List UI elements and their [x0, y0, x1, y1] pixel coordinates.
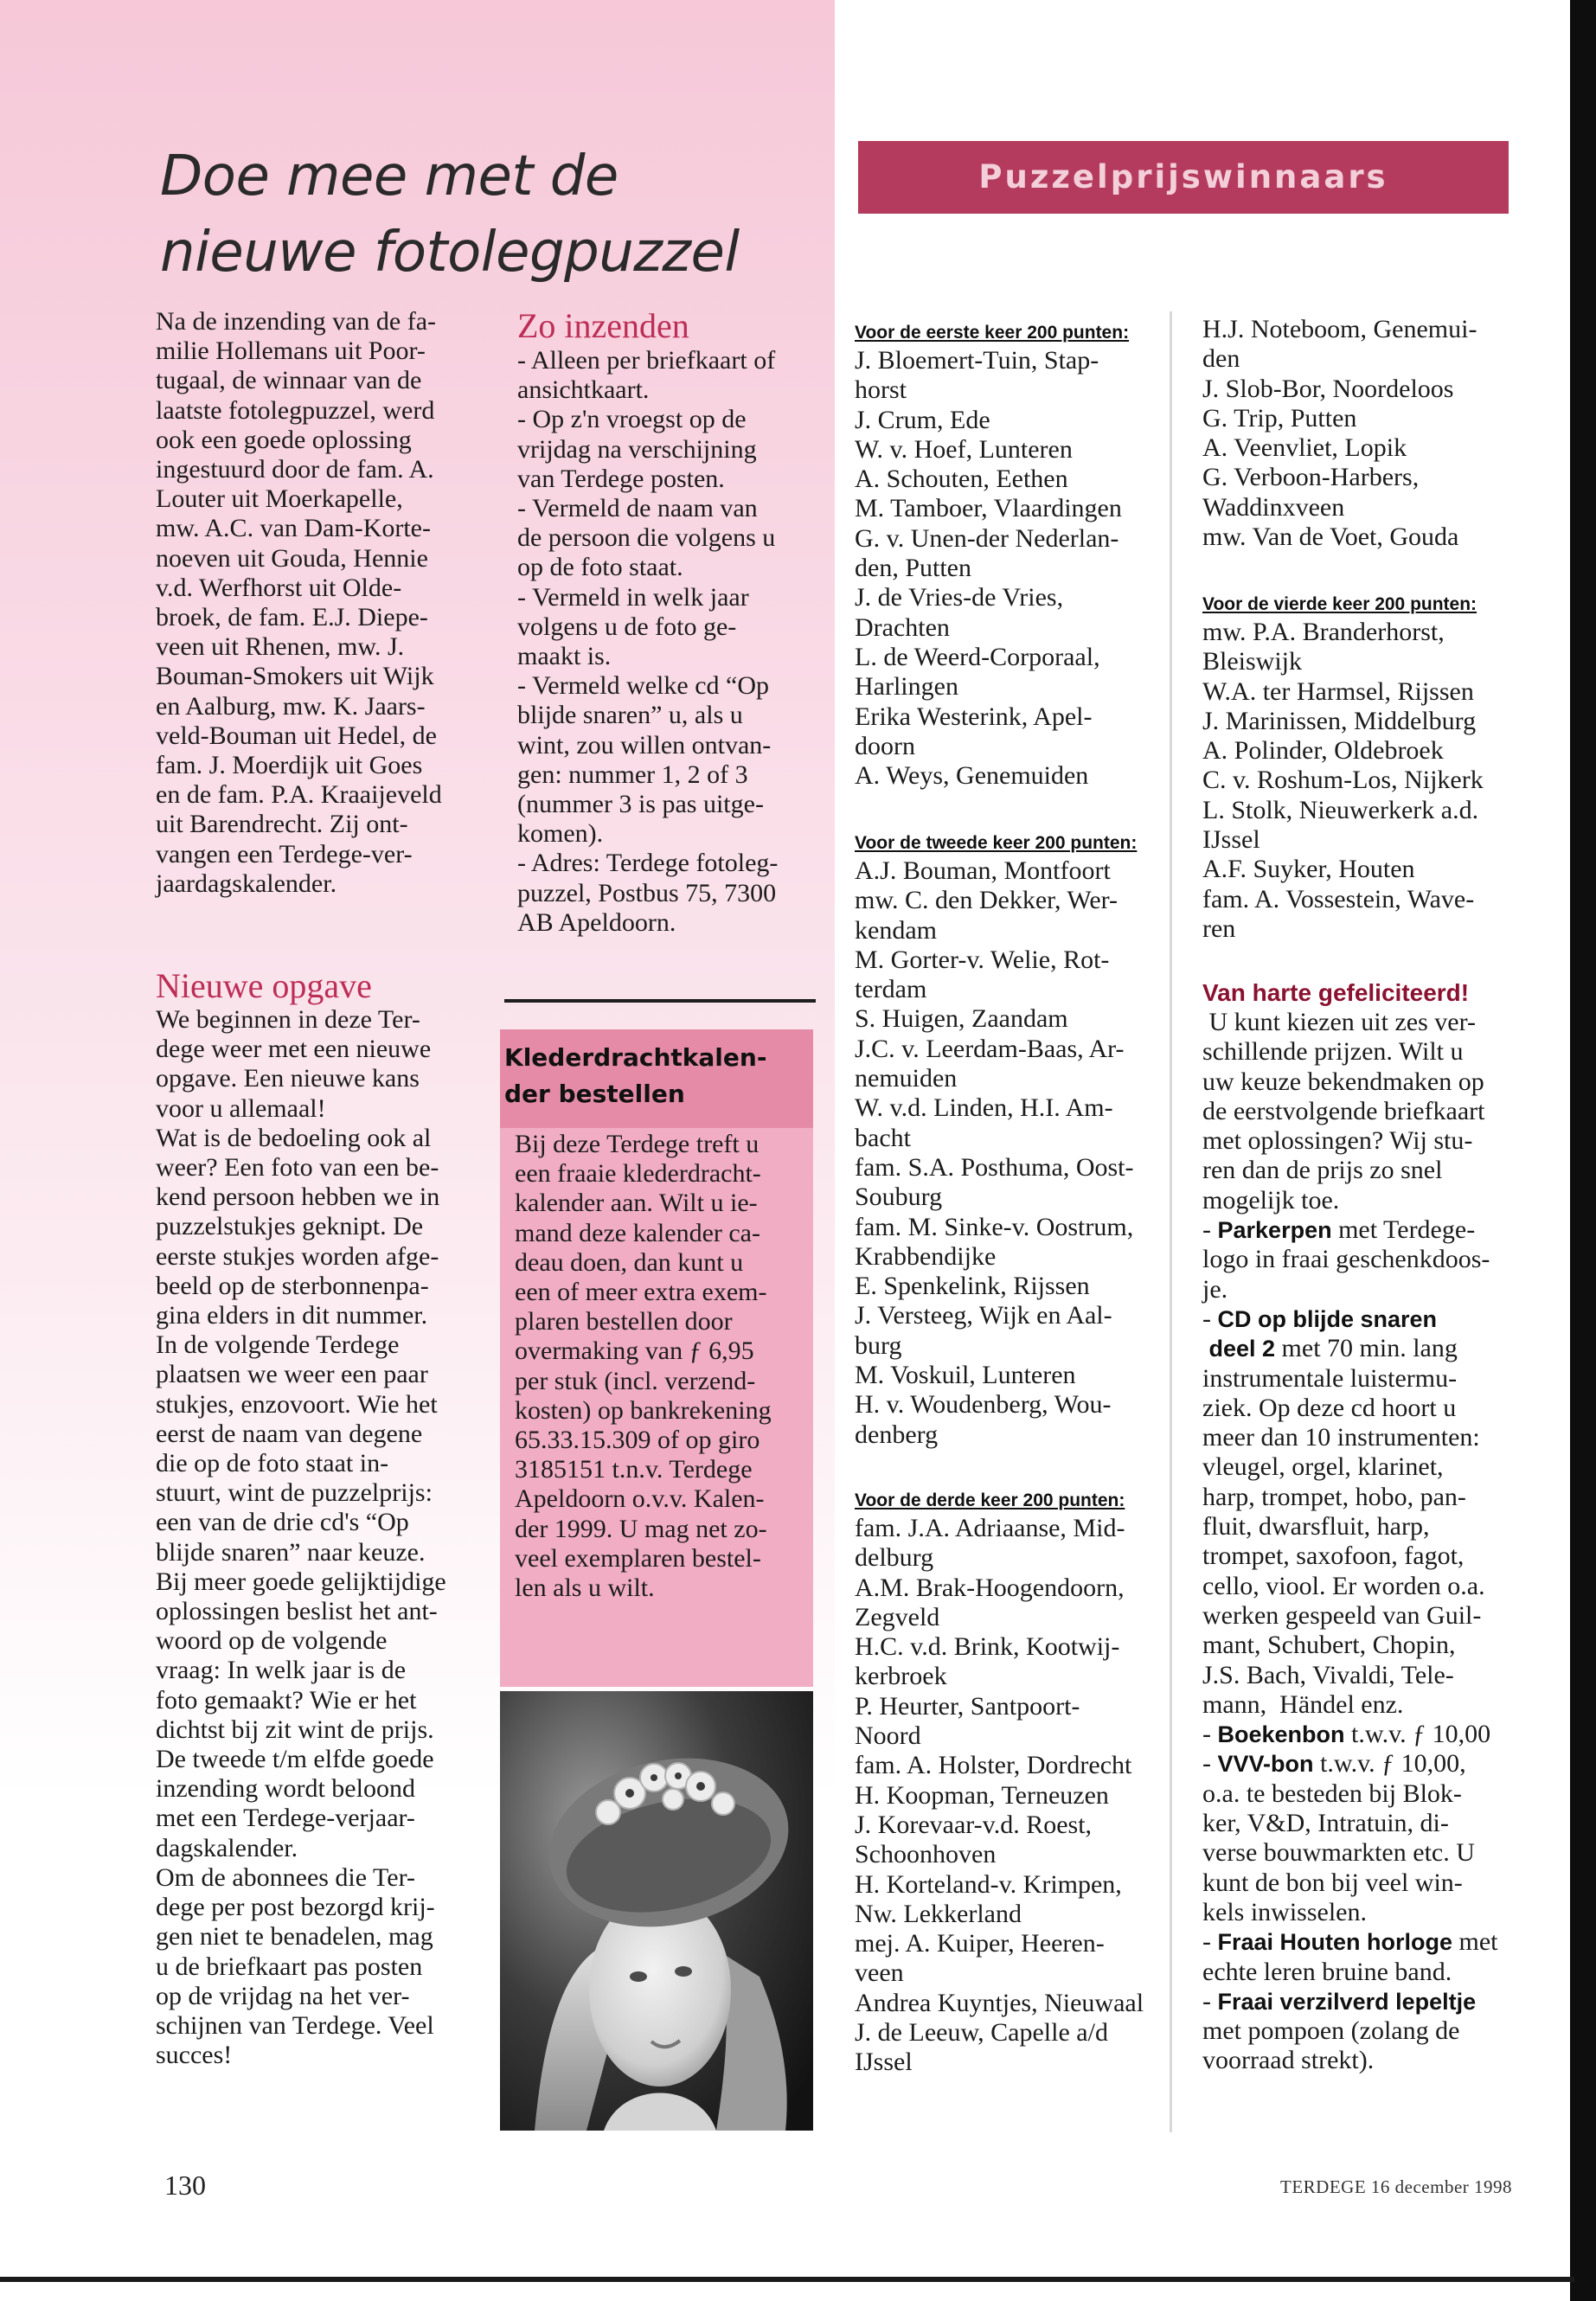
- list-item: Schoonhoven: [855, 1840, 997, 1869]
- prize-cd: - CD op blijde snaren: [1202, 1304, 1438, 1333]
- text-line: mann, Händel enz.: [1202, 1689, 1404, 1719]
- list-item: H.J. Noteboom, Genemui-: [1202, 315, 1477, 343]
- text-line: 65.33.15.309 of op giro: [515, 1426, 760, 1455]
- section-banner: Puzzelprijswinnaars: [858, 141, 1509, 214]
- text-line: met pompoen (zolang de: [1202, 2016, 1460, 2046]
- text-line: op de vrijdag na het ver-: [156, 1981, 410, 2010]
- text-line: ook een goede oplossing: [156, 425, 412, 454]
- text-line: dagskalender.: [156, 1833, 298, 1862]
- list-item: G. Trip, Putten: [1202, 403, 1357, 433]
- submit-heading: Zo inzenden: [517, 306, 689, 345]
- text-line: opgave. Een nieuwe kans: [156, 1064, 420, 1093]
- list-item: J. Slob-Bor, Noordeloos: [1202, 374, 1454, 403]
- list-item: J. Crum, Ede: [855, 405, 990, 434]
- list-item: A. Schouten, Eethen: [855, 465, 1068, 494]
- new-puzzle-heading: Nieuwe opgave: [156, 966, 372, 1005]
- text-line: ingestuurd door de fam. A.: [156, 455, 434, 484]
- third-time-winners: [855, 1514, 1157, 2078]
- first-time-winners: [855, 346, 1157, 791]
- list-item: mw. P.A. Branderhorst,: [1202, 618, 1445, 646]
- list-item: J. Marinissen, Middelburg: [1202, 706, 1477, 735]
- prize-text: met 70 min. lang: [1275, 1334, 1458, 1363]
- list-item: A. Polinder, Oldebroek: [1202, 736, 1444, 766]
- list-item: C. v. Roshum-Los, Nijkerk: [1202, 766, 1484, 795]
- text-line: stukjes, enzovoort. Wie het: [156, 1389, 438, 1419]
- text-line: Na de inzending van de fa-: [156, 307, 437, 336]
- text-line: dege per post bezorgd krij-: [156, 1893, 435, 1922]
- text-line: uw keuze bekendmaken op: [1202, 1067, 1484, 1096]
- text-line: U kunt kiezen uit zes ver-: [1202, 1008, 1476, 1036]
- text-line: - Vermeld de naam van: [517, 494, 758, 523]
- text-line: o.a. te besteden bij Blok-: [1202, 1779, 1462, 1808]
- text-line: - Vermeld welke cd “Op: [517, 671, 770, 701]
- footer-publication: TERDEGE 16 december 1998: [1280, 2176, 1513, 2197]
- list-item: Erika Westerink, Apel-: [855, 702, 1093, 731]
- text-line: We beginnen in deze Ter-: [156, 1005, 420, 1034]
- text-line: eerst de naam van degene: [156, 1419, 423, 1448]
- text-line: komen).: [517, 819, 604, 849]
- list-item: delburg: [855, 1543, 934, 1573]
- text-line: kels inwisselen.: [1202, 1897, 1367, 1926]
- list-item: H.C. v.d. Brink, Kootwij-: [855, 1632, 1120, 1662]
- second-time-winners: [855, 856, 1157, 1450]
- list-item: fam. S.A. Posthuma, Oost-: [855, 1152, 1134, 1182]
- text-line: kosten) op bankrekening: [515, 1395, 772, 1425]
- list-item: M. Voskuil, Lunteren: [855, 1361, 1076, 1390]
- prize-label: Boekenbon: [1217, 1721, 1345, 1748]
- text-line: wint, zou willen ontvan-: [517, 730, 772, 760]
- list-item: W.A. ter Harmsel, Rijssen: [1202, 676, 1474, 706]
- list-item: IJssel: [1202, 825, 1260, 855]
- text-line: Apeldoorn o.v.v. Kalen-: [515, 1484, 765, 1514]
- text-line: AB Apeldoorn.: [517, 907, 676, 937]
- text-line: mogelijk toe.: [1202, 1185, 1340, 1215]
- list-item: A. Veenvliet, Lopik: [1202, 433, 1407, 463]
- list-item: J. Bloemert-Tuin, Stap-: [855, 346, 1099, 375]
- text-line: blijde snaren” u, als u: [517, 701, 743, 730]
- text-line: werken gespeeld van Guil-: [1202, 1600, 1482, 1630]
- text-line: - Op z'n vroegst op de: [517, 405, 747, 434]
- intro-text: [156, 307, 471, 899]
- list-item: fam. A. Vossestein, Wave-: [1202, 884, 1475, 913]
- text-line: De tweede t/m elfde goede: [156, 1745, 434, 1774]
- text-line: tugaal, de winnaar van de: [156, 366, 422, 395]
- text-line: puzzel, Postbus 75, 7300: [517, 878, 777, 907]
- prize-list: [1202, 1008, 1535, 2076]
- text-line: puzzelstukjes geknipt. De: [156, 1212, 424, 1241]
- list-item: bacht: [855, 1123, 911, 1152]
- list-item: A. Weys, Genemuiden: [855, 761, 1089, 791]
- third-time-heading: Voor de derde keer 200 punten:: [855, 1490, 1125, 1510]
- text-line: maakt is.: [517, 642, 612, 671]
- text-line: mw. A.C. van Dam-Korte-: [156, 514, 431, 543]
- text-line: jaardagskalender.: [156, 868, 337, 898]
- text-line: deau doen, dan kunt u: [515, 1247, 744, 1277]
- text-line: Bij meer goede gelijktijdige: [156, 1567, 446, 1596]
- list-item: M. Gorter-v. Welie, Rot-: [855, 945, 1110, 974]
- list-item: J. Korevaar-v.d. Roest,: [855, 1810, 1093, 1839]
- text-line: blijde snaren” naar keuze.: [156, 1537, 426, 1567]
- text-line: je.: [1202, 1274, 1228, 1304]
- text-line: fluit, dwarsfluit, harp,: [1202, 1512, 1430, 1541]
- text-line: stuurt, wint de puzzelprijs:: [156, 1478, 433, 1508]
- text-line: - Vermeld in welk jaar: [517, 582, 749, 612]
- text-line: met een Terdege-verjaar-: [156, 1804, 415, 1833]
- list-item: A.J. Bouman, Montfoort: [855, 856, 1111, 885]
- text-line: harp, trompet, hobo, pan-: [1202, 1482, 1466, 1511]
- text-line: fam. J. Moerdijk uit Goes: [156, 751, 423, 780]
- text-line: trompet, saxofoon, fagot,: [1202, 1541, 1465, 1571]
- text-line: kend persoon hebben we in: [156, 1183, 440, 1212]
- text-line: Bij deze Terdege treft u: [515, 1130, 760, 1158]
- list-item: IJssel: [855, 2048, 913, 2077]
- list-item: J. de Vries-de Vries,: [855, 583, 1064, 612]
- text-line: instrumentale luistermu-: [1202, 1363, 1458, 1393]
- list-item: L. de Weerd-Corporaal,: [855, 642, 1100, 671]
- girl-with-bonnet-photo: [500, 1691, 813, 2131]
- prize-horloge: - Fraai Houten horloge met: [1202, 1927, 1498, 1957]
- text-line: kunt de bon bij veel win-: [1202, 1868, 1463, 1897]
- text-line: schijnen van Terdege. Veel: [156, 2010, 434, 2040]
- text-line: foto gemaakt? Wie er het: [156, 1685, 417, 1715]
- list-item: A.F. Suyker, Houten: [1202, 855, 1415, 884]
- text-line: Bouman-Smokers uit Wijk: [156, 662, 434, 691]
- text-line: oplossingen beslist het ant-: [156, 1597, 438, 1626]
- text-line: (nummer 3 is pas uitge-: [517, 790, 764, 819]
- text-line: ziek. Op deze cd hoort u: [1202, 1393, 1457, 1422]
- prize-label: Parkerpen: [1217, 1217, 1332, 1244]
- text-line: len als u wilt.: [515, 1574, 655, 1603]
- text-line: dege weer met een nieuwe: [156, 1035, 432, 1064]
- text-line: cello, viool. Er worden o.a.: [1202, 1571, 1485, 1600]
- text-line: schillende prijzen. Wilt u: [1202, 1037, 1464, 1067]
- text-line: 3185151 t.n.v. Terdege: [515, 1455, 753, 1484]
- text-line: vrijdag na verschijning: [517, 434, 757, 464]
- text-line: verse bouwmarkten etc. U: [1202, 1838, 1475, 1868]
- prize-cd-line: [1202, 1334, 1535, 1363]
- text-line: Wat is de bedoeling ook al: [156, 1123, 432, 1152]
- list-item: H. Korteland-v. Krimpen,: [855, 1869, 1122, 1899]
- text-line: succes!: [156, 2041, 233, 2070]
- text-line: van Terdege posten.: [517, 464, 725, 493]
- text-line: vangen een Terdege-ver-: [156, 839, 413, 868]
- text-line: ansichtkaart.: [517, 375, 650, 405]
- text-line: de persoon die volgens u: [517, 523, 776, 553]
- list-item: S. Huigen, Zaandam: [855, 1004, 1068, 1034]
- list-item: fam. J.A. Adriaanse, Mid-: [855, 1514, 1125, 1542]
- text-line: en Aalburg, mw. K. Jaars-: [156, 691, 426, 721]
- text-line: vraag: In welk jaar is de: [156, 1656, 407, 1685]
- fourth-time-heading: Voor de vierde keer 200 punten:: [1202, 594, 1477, 614]
- text-line: ker, V&D, Intratuin, di-: [1202, 1809, 1449, 1838]
- text-line: gen: nummer 1, 2 of 3: [517, 760, 748, 789]
- text-line: voor u allemaal!: [156, 1093, 326, 1123]
- list-item: E. Spenkelink, Rijssen: [855, 1272, 1090, 1301]
- prize-label: Fraai Houten horloge: [1217, 1929, 1453, 1956]
- list-item: P. Heurter, Santpoort-: [855, 1691, 1080, 1721]
- text-line: vleugel, orgel, klarinet,: [1202, 1452, 1444, 1482]
- list-item: M. Tamboer, Vlaardingen: [855, 494, 1122, 523]
- list-item: burg: [855, 1330, 902, 1360]
- headline-line-2: nieuwe fotolegpuzzel: [160, 221, 740, 285]
- prize-boekenbon: - Boekenbon t.w.v. ƒ 10,00: [1202, 1720, 1491, 1749]
- text-line: mant, Schubert, Chopin,: [1202, 1631, 1456, 1660]
- text-line: noeven uit Gouda, Hennie: [156, 543, 428, 573]
- text-line: u de briefkaart pas posten: [156, 1952, 423, 1981]
- list-item: A.M. Brak-Hoogendoorn,: [855, 1573, 1125, 1602]
- text-line: meer dan 10 instrumenten:: [1202, 1423, 1480, 1452]
- text-line: inzending wordt beloond: [156, 1774, 415, 1804]
- list-item: G. Verboon-Harbers,: [1202, 463, 1420, 492]
- list-item: doorn: [855, 731, 915, 760]
- list-item: Noord: [855, 1721, 921, 1751]
- text-line: per stuk (incl. verzend-: [515, 1366, 756, 1395]
- prize-text: t.w.v. ƒ 10,00: [1344, 1720, 1491, 1749]
- list-item: J. de Leeuw, Capelle a/d: [855, 2018, 1108, 2048]
- list-item: kendam: [855, 915, 937, 945]
- text-line: laatste fotolegpuzzel, werd: [156, 395, 435, 425]
- prize-lepeltje: - Fraai verzilverd lepeltje: [1202, 1986, 1477, 2016]
- text-line: logo in fraai geschenkdoos-: [1202, 1245, 1490, 1274]
- list-item: denberg: [855, 1420, 939, 1449]
- text-line: gina elders in dit nummer.: [156, 1301, 428, 1330]
- fourth-time-winners: [1202, 618, 1531, 944]
- text-line: een fraaie klederdracht-: [515, 1159, 761, 1189]
- list-item: Waddinxveen: [1202, 492, 1345, 522]
- list-item: mw. C. den Dekker, Wer-: [855, 886, 1118, 915]
- text-line: weer? Een foto van een be-: [156, 1153, 439, 1183]
- list-item: Drachten: [855, 612, 950, 642]
- list-item: veen: [855, 1958, 904, 1988]
- list-item: mw. Van de Voet, Gouda: [1202, 522, 1459, 552]
- list-item: ren: [1202, 913, 1236, 943]
- page-number: 130: [164, 2170, 206, 2201]
- prize-text: met: [1452, 1927, 1498, 1957]
- list-item: Bleiswijk: [1202, 647, 1303, 676]
- text-line: v.d. Werfhorst uit Olde-: [156, 573, 402, 602]
- list-item: J. Versteeg, Wijk en Aal-: [855, 1301, 1112, 1330]
- text-line: volgens u de foto ge-: [517, 612, 737, 641]
- calendar-text: [515, 1130, 805, 1603]
- headline: [160, 138, 817, 291]
- list-item: Krabbendijke: [855, 1241, 997, 1271]
- text-line: der 1999. U mag net zo-: [515, 1514, 767, 1543]
- prize-text: met Terdege-: [1331, 1215, 1476, 1245]
- text-line: op de foto staat.: [517, 553, 683, 582]
- list-item: H. v. Woudenberg, Wou-: [855, 1390, 1112, 1420]
- text-line: - Adres: Terdege fotoleg-: [517, 849, 779, 878]
- text-line: en de fam. P.A. Kraaijeveld: [156, 780, 442, 810]
- list-item: Souburg: [855, 1183, 943, 1212]
- list-item: terdam: [855, 975, 927, 1004]
- list-item: den: [1202, 344, 1240, 374]
- text-line: echte leren bruine band.: [1202, 1957, 1452, 1986]
- text-line: uit Barendrecht. Zij ont-: [156, 810, 408, 839]
- list-item: Andrea Kuyntjes, Nieuwaal: [855, 1988, 1144, 2017]
- list-item: G. v. Unen-der Nederlan-: [855, 523, 1119, 553]
- calendar-title-line-2: der bestellen: [504, 1080, 685, 1108]
- list-item: Zegveld: [855, 1602, 940, 1631]
- text-line: met oplossingen? Wij stu-: [1202, 1126, 1473, 1156]
- text-line: overmaking van ƒ 6,95: [515, 1336, 754, 1366]
- text-line: veel exemplaren bestel-: [515, 1543, 761, 1573]
- text-line: gen niet te benadelen, mag: [156, 1922, 433, 1952]
- text-line: die op de foto staat in-: [156, 1449, 389, 1478]
- list-item: W. v. Hoef, Lunteren: [855, 434, 1073, 464]
- prize-vvv-bon: - VVV-bon t.w.v. ƒ 10,00,: [1202, 1749, 1466, 1779]
- list-item: mej. A. Kuiper, Heeren-: [855, 1929, 1105, 1958]
- column-rule: [1170, 311, 1172, 2132]
- new-puzzle-text: [156, 1005, 471, 2070]
- text-line: beeld op de sterbonnenpa-: [156, 1271, 429, 1300]
- list-item: H. Koopman, Terneuzen: [855, 1780, 1109, 1810]
- calendar-title: [504, 1040, 807, 1112]
- text-line: plaatsen we weer een paar: [156, 1360, 428, 1389]
- list-item: fam. A. Holster, Dordrecht: [855, 1751, 1132, 1780]
- submit-instructions: [517, 346, 811, 938]
- prize-label: VVV-bon: [1217, 1751, 1314, 1778]
- text-line: broek, de fam. E.J. Diepe-: [156, 603, 428, 632]
- prize-text: t.w.v. ƒ 10,00,: [1313, 1749, 1466, 1779]
- text-line: Om de abonnees die Ter-: [156, 1862, 415, 1892]
- list-item: Harlingen: [855, 672, 958, 702]
- text-line: ren dan de prijs zo snel: [1202, 1156, 1443, 1185]
- list-item: nemuiden: [855, 1064, 958, 1093]
- third-time-winners-continued: [1202, 315, 1531, 552]
- text-line: een of meer extra exem-: [515, 1278, 767, 1307]
- list-item: Nw. Lekkerland: [855, 1899, 1022, 1928]
- list-item: kerbroek: [855, 1662, 947, 1691]
- prize-label: CD op blijde snaren: [1217, 1305, 1438, 1332]
- text-line: plaren bestellen door: [515, 1307, 733, 1336]
- text-line: een van de drie cd's “Op: [156, 1508, 409, 1537]
- text-line: woord op de volgende: [156, 1626, 388, 1656]
- text-line: veld-Bouman uit Hedel, de: [156, 721, 437, 750]
- headline-line-1: Doe mee met de: [160, 144, 619, 208]
- list-item: J.C. v. Leerdam-Baas, Ar-: [855, 1034, 1125, 1063]
- text-line: veen uit Rhenen, mw. J.: [156, 632, 405, 662]
- prize-parkerpen: - Parkerpen met Terdege-: [1202, 1215, 1476, 1245]
- congratulations-heading: Van harte gefeliciteerd!: [1202, 979, 1470, 1006]
- text-line: de eerstvolgende briefkaart: [1202, 1096, 1485, 1125]
- prize-label: Fraai verzilverd lepeltje: [1217, 1988, 1477, 2015]
- divider: [504, 999, 816, 1003]
- text-line: dichtst bij zit wint de prijs.: [156, 1715, 434, 1744]
- second-time-heading: Voor de tweede keer 200 punten:: [855, 833, 1138, 853]
- list-item: den, Putten: [855, 554, 971, 583]
- text-line: eerste stukjes worden afge-: [156, 1241, 439, 1271]
- text-line: voorraad strekt).: [1202, 2046, 1375, 2075]
- text-line: milie Hollemans uit Poor-: [156, 336, 426, 366]
- page-edge-bar: [1570, 0, 1596, 2301]
- prize-label: deel 2: [1208, 1336, 1276, 1362]
- list-item: W. v.d. Linden, H.I. Am-: [855, 1093, 1113, 1123]
- text-line: J.S. Bach, Vivaldi, Tele-: [1202, 1660, 1454, 1689]
- list-item: L. Stolk, Nieuwerkerk a.d.: [1202, 795, 1479, 824]
- first-time-heading: Voor de eerste keer 200 punten:: [855, 323, 1130, 343]
- list-item: horst: [855, 375, 907, 405]
- text-line: - Alleen per briefkaart of: [517, 346, 776, 375]
- text-line: Louter uit Moerkapelle,: [156, 484, 403, 514]
- bottom-rule: [0, 2277, 1574, 2282]
- text-line: kalender aan. Wilt u ie-: [515, 1189, 758, 1218]
- text-line: mand deze kalender ca-: [515, 1218, 760, 1247]
- calendar-title-line-1: Klederdrachtkalen-: [504, 1043, 767, 1072]
- text-line: In de volgende Terdege: [156, 1330, 400, 1360]
- list-item: fam. M. Sinke-v. Oostrum,: [855, 1212, 1134, 1241]
